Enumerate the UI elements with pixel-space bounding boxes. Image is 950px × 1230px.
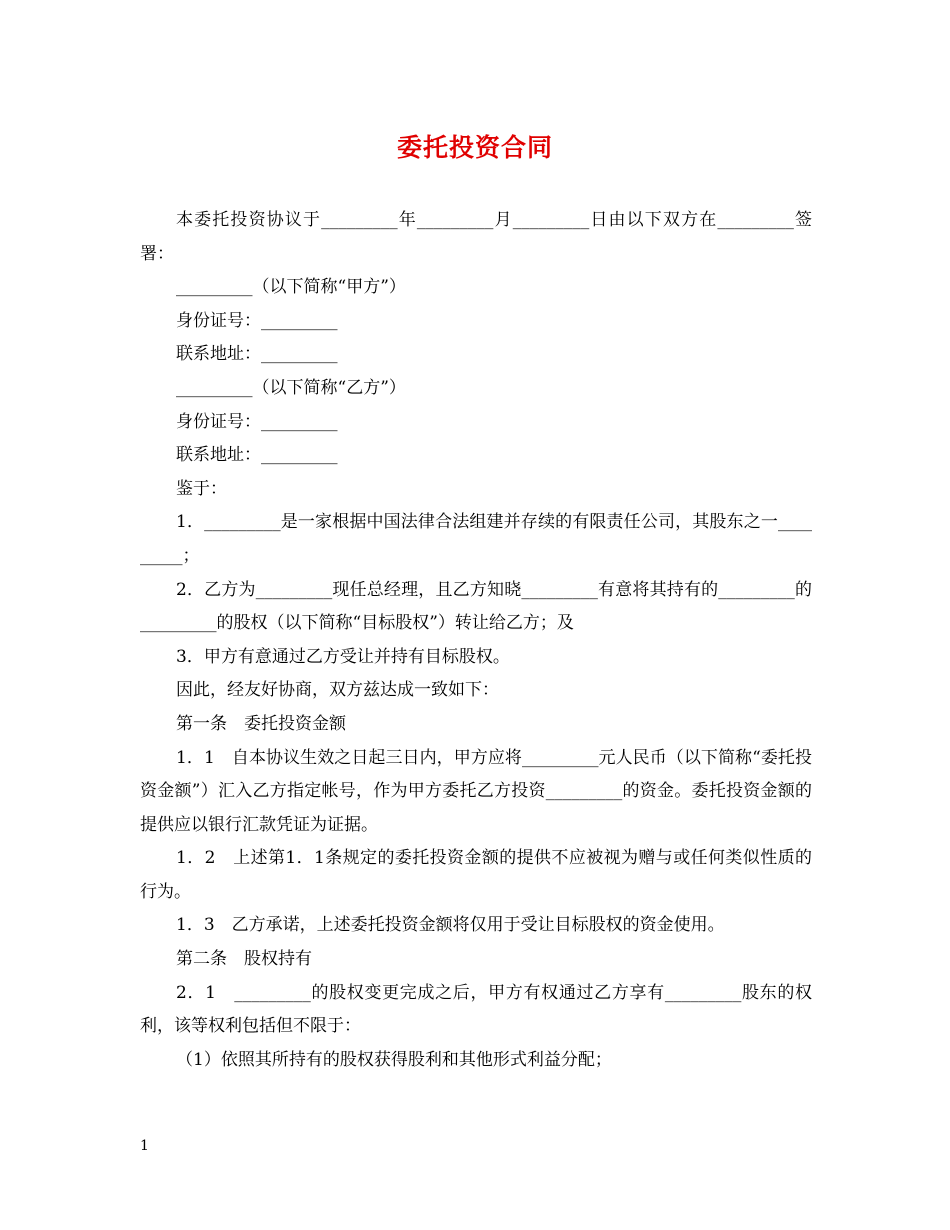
section-heading: 第一条 委托投资金额: [176, 713, 346, 734]
document-title: 委托投资合同: [396, 133, 553, 162]
paragraph: 身份证号：_________: [176, 310, 338, 331]
page-number: 1: [140, 1138, 149, 1154]
paragraph: 1．_________是一家根据中国法律合法组建并存续的有限责任公司，其股东之一_________；: [140, 512, 812, 566]
paragraph: 鉴于：: [176, 478, 227, 499]
section-heading: 第二条 股权持有: [176, 949, 312, 970]
paragraph: 1．1 自本协议生效之日起三日内，甲方应将_________元人民币（以下简称“委托投资金额”）汇入乙方指定帐号，作为甲方委托乙方投资_________的资金。委托投资金额的提供应以银行汇款凭证为证据。: [140, 747, 812, 835]
paragraph: 2．乙方为_________现任总经理，且乙方知晓_________有意将其持有的_________的_________的股权（以下简称“目标股权”）转让给乙方；及: [140, 579, 812, 634]
paragraph: 3．甲方有意通过乙方受让并持有目标股权。: [176, 646, 510, 667]
paragraph: 联系地址：_________: [176, 344, 338, 365]
paragraph: 身份证号：_________: [176, 411, 338, 432]
paragraph: _________（以下简称“乙方”）: [176, 377, 406, 398]
paragraph: 联系地址：_________: [176, 445, 338, 466]
paragraph: _________（以下简称“甲方”）: [176, 277, 406, 298]
paragraph: （1）依照其所持有的股权获得股利和其他形式利益分配；: [176, 1049, 612, 1070]
paragraph: 2．1 _________的股权变更完成之后，甲方有权通过乙方享有_________股东的权利，该等权利包括但不限于：: [140, 982, 812, 1037]
paragraph: 因此，经友好协商，双方兹达成一致如下：: [176, 680, 499, 701]
document-body: [140, 204, 812, 1077]
paragraph: 1．2 上述第1．1条规定的委托投资金额的提供不应被视为赠与或任何类似性质的行为。: [140, 848, 812, 902]
paragraph: 1．3 乙方承诺，上述委托投资金额将仅用于受让目标股权的资金使用。: [176, 915, 725, 936]
paragraph: 本委托投资协议于_________年_________月_________日由以下双方在_________签署：: [140, 210, 812, 264]
